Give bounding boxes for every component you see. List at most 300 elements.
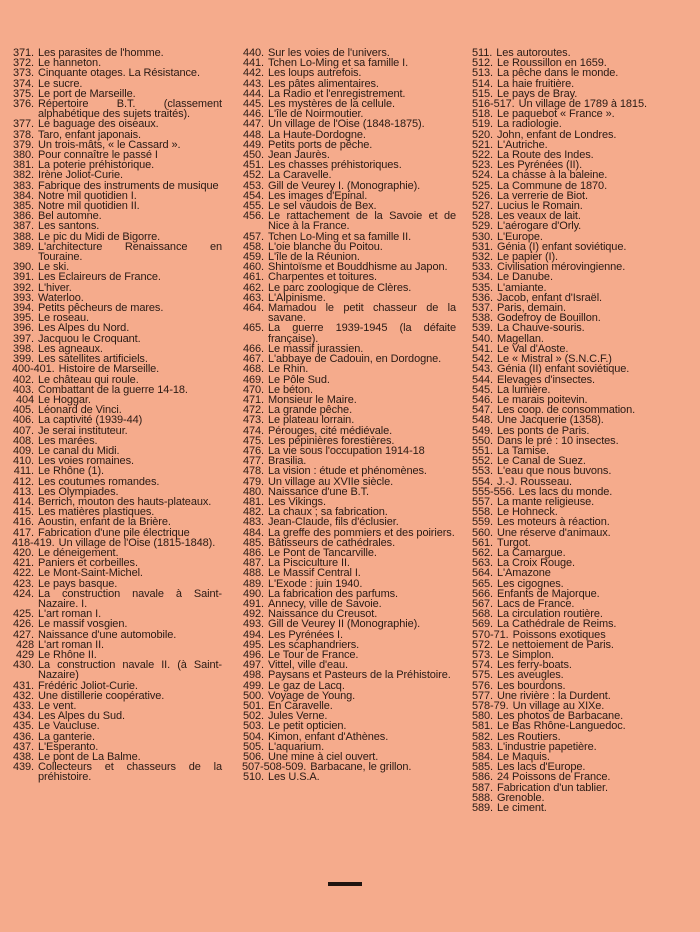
entry-title: La Route des Indes.	[497, 149, 594, 162]
entry-number: 429	[15, 648, 34, 661]
entry-title: L'Esperanto.	[38, 740, 99, 753]
entry-number: 449.	[242, 138, 264, 151]
entry-number: 377.	[12, 118, 34, 131]
entry-number: 411.	[13, 465, 34, 478]
entry-number: 483.	[242, 516, 264, 529]
entry-title: Les loups autrefois.	[268, 67, 362, 80]
entry-number: 548.	[472, 414, 494, 427]
entry-number: 426.	[12, 618, 34, 631]
entry-title: Aoustin, enfant de la Brière.	[38, 516, 171, 529]
entry-number: 535.	[472, 281, 494, 294]
entry-number: 450.	[242, 149, 264, 162]
entry-title: Les photos de Barbacane.	[497, 710, 624, 723]
list-item	[242, 415, 456, 425]
entry-number: 545.	[472, 383, 494, 396]
entry-title: Les cigognes.	[497, 577, 564, 590]
entry-number: 588.	[472, 791, 494, 804]
entry-title: Le roseau.	[38, 312, 89, 325]
entry-title: Civilisation mérovingienne.	[497, 261, 626, 274]
entry-number: 433.	[12, 700, 34, 712]
list-item	[242, 323, 456, 343]
entry-number: 527.	[472, 200, 494, 213]
entry-title: Les Vikings.	[268, 495, 326, 508]
entry-title: Le gaz de Lacq.	[268, 679, 345, 692]
entry-number: 498.	[242, 669, 264, 682]
entry-number: 374.	[12, 77, 34, 90]
entry-title: Paysans et Pasteurs de la Préhistoire.	[268, 669, 451, 682]
entry-number: 570-71.	[472, 628, 509, 641]
entry-number: 529.	[472, 220, 494, 233]
entry-number: 506.	[242, 751, 264, 764]
entry-title: Le Canal de Suez.	[497, 455, 586, 468]
entry-title: Le Massif Central I.	[268, 567, 361, 580]
entry-number: 388.	[12, 230, 34, 243]
entry-title: J.-J. Rousseau.	[497, 475, 572, 488]
entry-number: 469.	[242, 373, 264, 386]
entry-title: Le Bas Rhône-Languedoc.	[497, 720, 626, 733]
entry-title: Grenoble.	[497, 791, 545, 804]
entry-title: L'aérogare d'Orly.	[497, 220, 582, 233]
entry-title: Le massif jurassien.	[268, 342, 364, 355]
entry-number: 530.	[472, 230, 494, 243]
entry-title: Un village au XVIIe siècle.	[268, 475, 394, 488]
entry-number: 378.	[12, 128, 34, 141]
entry-title: Les satellites artificiels.	[38, 353, 148, 366]
entry-number: 488.	[242, 567, 264, 580]
entry-title: Voyage de Young.	[268, 689, 356, 702]
entry-title: Paniers et corbeilles.	[38, 557, 138, 570]
entry-title: Génia (I) enfant soviétique.	[497, 240, 627, 253]
entry-number: 432.	[12, 689, 34, 702]
entry-title: Le ski.	[38, 261, 70, 274]
entry-title: La Cathédrale de Reims.	[497, 618, 617, 631]
entry-title: La Chauve-souris.	[497, 322, 585, 335]
entry-number: 513.	[472, 67, 494, 80]
entry-title: Le Hoggar.	[38, 393, 91, 406]
entry-title: La Haute-Dordogne.	[268, 128, 366, 141]
entry-title: Le canal du Midi.	[38, 444, 120, 457]
entry-title: Le béton.	[268, 383, 313, 396]
entry-title: Les parasites de l'homme.	[38, 47, 164, 59]
entry-title: Une distillerie coopérative.	[38, 689, 165, 702]
entry-number: 552.	[472, 455, 494, 468]
entry-number: 547.	[472, 404, 494, 417]
entry-number: 438.	[12, 751, 34, 764]
entry-number: 512.	[472, 57, 494, 70]
entry-title: Les chasses préhistoriques.	[268, 159, 402, 172]
entry-number: 559.	[472, 516, 494, 529]
entry-title: Les Routiers.	[497, 730, 561, 743]
entry-title: Naissance d'une automobile.	[38, 628, 177, 641]
entry-number: 578-79.	[472, 700, 509, 712]
entry-number: 562.	[472, 546, 494, 559]
entry-number: 435.	[12, 720, 34, 733]
entry-number: 478.	[242, 465, 264, 478]
entry-number: 391.	[12, 271, 34, 284]
entry-title: Fabrication d'une pile électrique	[38, 526, 190, 539]
entry-number: 532.	[472, 251, 494, 264]
entry-number: 403.	[12, 383, 34, 396]
entry-number: 491.	[242, 597, 264, 610]
entry-title: Berrich, mouton des hauts-plateaux.	[38, 495, 212, 508]
entry-title: L'architecture Renaissance en Touraine.	[38, 240, 222, 264]
entry-title: Lucius le Romain.	[497, 200, 583, 213]
entry-number: 576.	[472, 679, 494, 692]
entry-title: Petits ports de pêche.	[268, 138, 373, 151]
entry-title: Frédéric Joliot-Curie.	[38, 679, 138, 692]
entry-title: Je serai instituteur.	[38, 424, 128, 437]
entry-title: Une rivière : la Durdent.	[497, 689, 611, 702]
entry-number: 580.	[472, 710, 494, 723]
list-item	[242, 466, 456, 476]
entry-title: La Camargue.	[497, 546, 566, 559]
entry-title: Elevages d'insectes.	[497, 373, 595, 386]
entry-number: 420.	[12, 546, 34, 559]
entry-number: 486.	[242, 546, 264, 559]
entry-number: 444.	[242, 87, 264, 100]
entry-title: L'île de la Réunion.	[268, 251, 360, 264]
entry-number: 521.	[472, 138, 494, 151]
entry-number: 496.	[242, 648, 264, 661]
list-item	[242, 772, 456, 782]
entry-title: L'Exode : juin 1940.	[268, 577, 363, 590]
entry-number: 452.	[242, 169, 264, 182]
entry-number: 437.	[12, 740, 34, 753]
entry-number: 445.	[242, 98, 264, 111]
entry-title: Une mine à ciel ouvert.	[268, 751, 379, 764]
entry-number: 536.	[472, 291, 494, 304]
entry-number: 459.	[242, 251, 264, 264]
entry-number: 462.	[242, 281, 264, 294]
entry-title: Le ciment.	[497, 802, 547, 815]
entry-title: Le Rhin.	[268, 363, 309, 376]
entry-title: La pêche dans le monde.	[497, 67, 619, 80]
entry-number: 410.	[12, 455, 34, 468]
entry-number: 409.	[12, 444, 34, 457]
entry-number: 475.	[242, 434, 264, 447]
entry-title: Le Val d'Aoste.	[497, 342, 569, 355]
entry-number: 455.	[242, 200, 264, 213]
entry-number: 382.	[12, 169, 34, 182]
entry-number: 563.	[472, 557, 494, 570]
entry-number: 540.	[472, 332, 494, 345]
entry-number: 470.	[242, 383, 264, 396]
entry-title: Brasilia.	[268, 455, 307, 468]
entry-title: Le hanneton.	[38, 57, 102, 70]
entry-number: 446.	[242, 108, 264, 121]
entry-number: 423.	[12, 577, 34, 590]
entry-number: 381.	[12, 159, 34, 172]
entry-title: La fabrication des parfums.	[268, 587, 398, 600]
entry-number: 581.	[472, 720, 494, 733]
entry-number: 453.	[242, 179, 264, 192]
entry-title: Gill de Veurey I. (Monographie).	[268, 179, 421, 192]
entry-number: 472.	[242, 404, 264, 417]
entry-title: Le pays basque.	[38, 577, 118, 590]
entry-title: La Radio et l'enregistrement.	[268, 87, 406, 100]
entry-title: Les marées.	[38, 434, 98, 447]
entry-title: Cinquante otages. La Résistance.	[38, 67, 200, 80]
entry-title: Les lacs d'Europe.	[497, 761, 586, 774]
entry-number: 514.	[472, 77, 494, 90]
entry-title: Le déneigement.	[38, 546, 119, 559]
entry-title: La Pisciculture II.	[268, 557, 350, 570]
entry-number: 465.	[242, 322, 264, 335]
entry-number: 405.	[12, 404, 34, 417]
entry-title: La construction navale à Saint-Nazaire. I.	[38, 587, 222, 610]
entry-number: 418-419.	[12, 536, 55, 549]
entry-title: Vittel, ville d'eau.	[268, 659, 349, 672]
entry-title: Le Pôle Sud.	[268, 373, 330, 386]
entry-title: La poterie préhistorique.	[38, 159, 155, 172]
entry-number: 550.	[472, 434, 494, 447]
entry-title: L'Europe.	[497, 230, 543, 243]
entry-number: 479.	[242, 475, 264, 488]
entry-number: 511.	[472, 47, 493, 59]
entry-number: 477.	[242, 455, 264, 468]
entry-number: 448.	[242, 128, 264, 141]
list-item	[12, 466, 222, 476]
entry-number: 376.	[12, 98, 34, 111]
entry-title: La chaux ; sa fabrication.	[268, 506, 388, 519]
entry-title: Jacob, enfant d'Israël.	[497, 291, 602, 304]
entry-number: 474.	[242, 424, 264, 437]
entry-number: 467.	[242, 353, 264, 366]
entry-number: 431.	[12, 679, 34, 692]
entry-number: 555-556.	[472, 485, 515, 498]
entry-title: Les ponts de Paris.	[497, 424, 590, 437]
entry-number: 566.	[472, 587, 494, 600]
entry-number: 485.	[242, 536, 264, 549]
entry-number: 400-401.	[12, 363, 55, 376]
entry-title: Un village de l'Oise (1815-1848).	[58, 536, 216, 549]
entry-title: Les agneaux.	[38, 342, 103, 355]
entry-title: Mamadou le petit chasseur de la savane.	[268, 302, 456, 325]
entry-title: Le Vaucluse.	[38, 720, 100, 733]
entry-title: Le massif vosgien.	[38, 618, 128, 631]
entry-number: 549.	[472, 424, 494, 437]
entry-number: 447.	[242, 118, 264, 131]
entry-number: 538.	[472, 312, 494, 325]
entry-title: La Commune de 1870.	[497, 179, 608, 192]
entry-title: Les coutumes romandes.	[38, 475, 160, 488]
entry-number: 398.	[12, 342, 34, 355]
entry-title: Notre mil quotidien I.	[38, 189, 137, 202]
entry-number: 456.	[242, 210, 264, 223]
entry-title: Le marais poitevin.	[497, 393, 588, 406]
entry-number: 589.	[472, 802, 494, 815]
entry-title: L'art roman II.	[38, 638, 105, 651]
entry-number: 525.	[472, 179, 494, 192]
entry-title: Les Pyrénées I.	[268, 628, 343, 641]
entry-number: 533.	[472, 261, 494, 274]
entry-title: L'art roman I.	[38, 608, 102, 621]
entry-title: Le port de Marseille.	[38, 87, 136, 100]
entry-title: L'abbaye de Cadouin, en Dordogne.	[268, 353, 442, 366]
entry-title: Le Rhône II.	[38, 648, 97, 661]
entry-number: 558.	[472, 506, 494, 519]
entry-number: 503.	[242, 720, 264, 733]
entry-title: Un village de l'Oise (1848-1875).	[268, 118, 425, 131]
entry-title: Les mystères de la cellule.	[268, 98, 395, 111]
entry-number: 375.	[12, 87, 34, 100]
entry-number: 464.	[242, 302, 264, 315]
entry-number: 482.	[242, 506, 264, 519]
entry-number: 399.	[12, 353, 34, 366]
entry-number: 390.	[12, 261, 34, 274]
entry-title: Les moteurs à réaction.	[497, 516, 610, 529]
entry-number: 454.	[242, 189, 264, 202]
entry-title: Taro, enfant japonais.	[38, 128, 141, 141]
entry-number: 415.	[12, 506, 34, 519]
entry-number: 561.	[472, 536, 494, 549]
entry-number: 404	[15, 393, 34, 406]
entry-number: 380.	[12, 149, 34, 162]
entry-number: 568.	[472, 608, 494, 621]
entry-number: 519.	[472, 118, 494, 131]
entry-number: 413.	[12, 485, 34, 498]
entry-title: Les U.S.A.	[268, 771, 320, 784]
entry-number: 458.	[242, 240, 264, 253]
entry-number: 490.	[242, 587, 264, 600]
entry-number: 402.	[12, 373, 34, 386]
entry-title: La ganterie.	[38, 730, 95, 743]
entry-title: Magellan.	[497, 332, 544, 345]
entry-title: Combattant de la guerre 14-18.	[38, 383, 188, 396]
entry-number: 389.	[12, 240, 34, 253]
entry-title: La circulation routière.	[497, 608, 603, 621]
entry-number: 421.	[12, 557, 34, 570]
list-column-3	[472, 48, 694, 813]
entry-title: Turgot.	[497, 536, 531, 549]
entry-title: Barbacane, le grillon.	[310, 761, 412, 774]
entry-number: 510.	[242, 771, 264, 784]
entry-number: 542.	[472, 353, 494, 366]
entry-number: 387.	[12, 220, 34, 233]
entry-number: 492.	[242, 608, 264, 621]
entry-title: Le sucre.	[38, 77, 83, 90]
entry-title: Jean-Claude, fils d'éclusier.	[268, 516, 399, 529]
entry-title: Poissons exotiques	[512, 628, 606, 641]
list-item	[472, 364, 694, 374]
entry-number: 494.	[242, 628, 264, 641]
entry-title: Jacquou le Croquant.	[38, 332, 141, 345]
entry-title: L'eau que nous buvons.	[497, 465, 612, 478]
entry-number: 424.	[12, 587, 34, 600]
entry-title: Charpentes et toitures.	[268, 271, 377, 284]
entry-number: 473.	[242, 414, 264, 427]
entry-number: 569.	[472, 618, 494, 631]
entry-title: Les voies romaines.	[38, 455, 134, 468]
entry-number: 487.	[242, 557, 264, 570]
entry-title: Un village au XIXe.	[512, 700, 605, 712]
entry-title: Les Alpes du Sud.	[38, 710, 125, 723]
entry-number: 383.	[12, 179, 34, 192]
entry-title: La Tamise.	[497, 444, 550, 457]
entry-title: Le Simplon.	[497, 648, 555, 661]
entry-title: Pour connaître le passé I	[38, 149, 158, 162]
entry-title: Paris, demain.	[497, 302, 566, 315]
entry-title: Le parc zoologique de Clères.	[268, 281, 412, 294]
entry-number: 457.	[242, 230, 264, 243]
entry-number: 443.	[242, 77, 264, 90]
entry-number: 495.	[242, 638, 264, 651]
entry-title: En Caravelle.	[268, 700, 333, 712]
entry-title: Le rattachement de la Savoie et de Nice à la France.	[268, 210, 456, 233]
entry-title: Pérouges, cité médiévale.	[268, 424, 393, 437]
entry-title: Enfants de Majorque.	[497, 587, 600, 600]
entry-title: Le baguage des oiseaux.	[38, 118, 159, 131]
entry-title: Le Roussillon en 1659.	[497, 57, 607, 70]
entry-number: 385.	[12, 200, 34, 213]
entry-title: Les pépinières forestières.	[268, 434, 395, 447]
entry-title: Le Maquis.	[497, 751, 550, 764]
entry-number: 500.	[242, 689, 264, 702]
entry-number: 384.	[12, 189, 34, 202]
entry-number: 502.	[242, 710, 264, 723]
entry-title: 24 Poissons de France.	[497, 771, 611, 784]
entry-number: 468.	[242, 363, 264, 376]
entry-number: 564.	[472, 567, 494, 580]
entry-number: 481.	[242, 495, 264, 508]
entry-number: 522.	[472, 149, 494, 162]
entry-title: Les images d'Epinal.	[268, 189, 368, 202]
entry-title: Les pâtes alimentaires.	[268, 77, 379, 90]
entry-number: 408.	[12, 434, 34, 447]
entry-number: 582.	[472, 730, 494, 743]
entry-number: 518.	[472, 108, 494, 121]
entry-title: Dans le pré : 10 insectes.	[497, 434, 619, 447]
entry-number: 372.	[12, 57, 34, 70]
list-column-2	[242, 48, 456, 783]
entry-title: La mante religieuse.	[497, 495, 595, 508]
entry-number: 441.	[242, 57, 264, 70]
entry-number: 476.	[242, 444, 264, 457]
entry-title: La captivité (1939-44)	[38, 414, 143, 427]
entry-number: 585.	[472, 761, 494, 774]
entry-title: Le Danube.	[497, 271, 553, 284]
entry-title: Léonard de Vinci.	[38, 404, 122, 417]
entry-number: 417.	[12, 526, 34, 539]
entry-number: 575.	[472, 669, 494, 682]
entry-title: Annecy, ville de Savoie.	[268, 597, 382, 610]
entry-number: 546.	[472, 393, 494, 406]
entry-title: Jules Verne.	[268, 710, 328, 723]
entry-number: 439.	[12, 761, 34, 774]
entry-title: Les matières plastiques.	[38, 506, 155, 519]
entry-number: 531.	[472, 240, 494, 253]
entry-number: 440.	[242, 47, 264, 59]
entry-number: 489.	[242, 577, 264, 590]
entry-title: Godefroy de Bouillon.	[497, 312, 601, 325]
entry-title: L'industrie papetière.	[497, 740, 597, 753]
bottom-rule	[328, 882, 362, 886]
entry-title: Le sel vaudois de Bex.	[268, 200, 377, 213]
entry-number: 507-508-509.	[242, 761, 307, 774]
entry-number: 394.	[12, 302, 34, 315]
entry-number: 416.	[12, 516, 34, 529]
entry-title: Le « Mistral » (S.N.C.F.)	[497, 353, 612, 366]
entry-title: L'oie blanche du Poitou.	[268, 240, 383, 253]
entry-title: Le paquebot « France ».	[497, 108, 615, 121]
entry-title: Histoire de Marseille.	[58, 363, 160, 376]
entry-number: 544.	[472, 373, 494, 386]
entry-title: Tchen Lo-Ming et sa famille II.	[268, 230, 412, 243]
entry-title: Fabrique des instruments de musique	[38, 179, 219, 192]
entry-number: 523.	[472, 159, 494, 172]
entry-number: 414.	[12, 495, 34, 508]
entry-title: Tchen Lo-Ming et sa famille I.	[268, 57, 409, 70]
